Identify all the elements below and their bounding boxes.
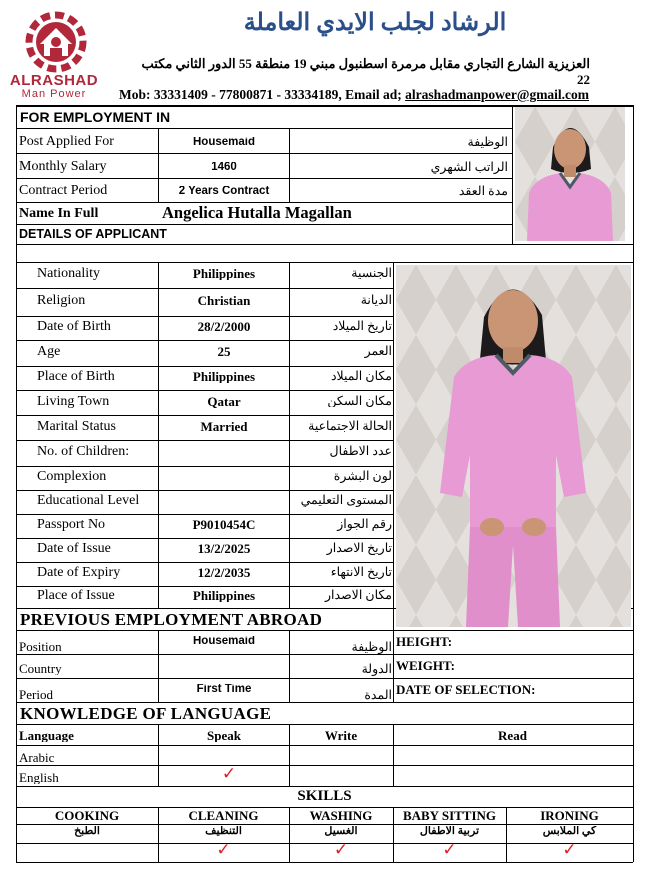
logo-subtitle: Man Power xyxy=(21,88,87,100)
applicant-field-arabic: الجنسية xyxy=(351,267,392,280)
applicant-field-arabic: المستوى التعليمي xyxy=(300,494,392,507)
previous-employment-heading: PREVIOUS EMPLOYMENT ABROAD xyxy=(20,611,323,628)
person-fullbody-icon xyxy=(396,265,631,627)
prev-period-label: Period xyxy=(19,688,53,701)
english-speak-check: ✓ xyxy=(221,766,237,783)
applicant-field-value: 12/2/2035 xyxy=(197,566,251,579)
skill-name-arabic: كي الملابس xyxy=(542,826,597,837)
applicant-photo-large xyxy=(396,265,631,627)
applicant-field-value: Christian xyxy=(197,294,251,307)
post-applied-value: Housemaid xyxy=(193,137,255,148)
grid-line xyxy=(16,514,393,515)
skill-check: ✓ xyxy=(442,842,457,859)
company-title-arabic: الرشاد لجلب الايدي العاملة xyxy=(243,10,507,36)
grid-line xyxy=(16,366,393,367)
applicant-field-label: Date of Expiry xyxy=(37,566,121,580)
applicant-field-arabic: تاريخ الانتهاء xyxy=(330,566,392,579)
language-col-header: Language xyxy=(19,729,74,742)
skill-name: IRONING xyxy=(540,809,599,822)
applicant-field-label: Date of Birth xyxy=(37,320,111,334)
grid-line xyxy=(16,786,633,787)
grid-line xyxy=(16,724,633,725)
applicant-field-label: Place of Birth xyxy=(37,370,115,384)
applicant-field-label: Nationality xyxy=(37,267,100,281)
applicant-field-value: P9010454C xyxy=(192,518,256,531)
skill-name-arabic: تربية الاطفال xyxy=(419,826,480,837)
grid-line xyxy=(16,807,633,808)
grid-line xyxy=(289,262,290,608)
employment-heading: FOR EMPLOYMENT IN xyxy=(20,110,171,124)
post-applied-arabic: الوظيفة xyxy=(467,136,508,149)
applicant-field-value: Philippines xyxy=(192,589,256,602)
skill-check: ✓ xyxy=(333,842,349,859)
skill-name-arabic: الطبخ xyxy=(74,826,100,837)
grid-line xyxy=(16,415,393,416)
monthly-salary-arabic: الراتب الشهري xyxy=(430,161,508,174)
grid-line xyxy=(16,440,393,441)
contact-line xyxy=(119,87,639,103)
grid-line xyxy=(16,765,633,766)
prev-position-label: Position xyxy=(19,640,62,653)
applicant-field-label: Complexion xyxy=(37,470,107,484)
language-arabic: Arabic xyxy=(19,751,55,764)
applicant-field-arabic: الحالة الاجتماعية xyxy=(308,419,392,432)
grid-line xyxy=(16,586,393,587)
grid-line xyxy=(16,178,512,179)
skills-heading: SKILLS xyxy=(297,789,352,804)
full-name-label: Name In Full xyxy=(19,207,99,221)
applicant-field-arabic: الديانة xyxy=(360,294,392,307)
logo-wordmark: ALRASHAD xyxy=(9,72,99,89)
grid-line xyxy=(16,654,633,655)
applicant-field-arabic: مكان الاصدار xyxy=(325,589,392,602)
grid-line xyxy=(16,702,633,703)
applicant-field-value: 13/2/2025 xyxy=(197,542,251,555)
grid-line xyxy=(393,262,394,702)
applicant-field-arabic: مكان السكن xyxy=(327,394,392,407)
language-heading: KNOWLEDGE OF LANGUAGE xyxy=(20,705,272,722)
gear-house-icon xyxy=(10,10,102,80)
contact-phones: Mob: 33331409 - 77800871 - 33334189, Email ad; xyxy=(119,87,406,102)
prev-period-value: First Time xyxy=(196,684,252,695)
grid-line xyxy=(16,316,393,317)
prev-position-value: Housemaid xyxy=(193,636,255,647)
date-of-selection-label: DATE OF SELECTION: xyxy=(396,683,536,696)
grid-line xyxy=(16,288,393,289)
applicant-field-arabic: تاريخ الميلاد xyxy=(332,320,392,333)
grid-line xyxy=(16,745,633,746)
applicant-field-label: Passport No xyxy=(37,518,106,532)
grid-line xyxy=(633,105,634,862)
grid-line xyxy=(16,202,512,203)
grid-line xyxy=(16,490,393,491)
skill-name: COOKING xyxy=(54,809,120,822)
applicant-field-label: Religion xyxy=(37,294,86,308)
skill-name: WASHING xyxy=(309,809,373,822)
grid-line xyxy=(16,153,512,154)
applicant-field-label: Age xyxy=(37,345,61,359)
applicant-field-label: Place of Issue xyxy=(37,589,115,603)
applicant-field-arabic: تاريخ الاصدار xyxy=(326,542,392,555)
weight-label: WEIGHT: xyxy=(396,659,455,672)
person-portrait-icon xyxy=(515,107,625,241)
contract-period-label: Contract Period xyxy=(19,184,108,198)
prev-position-arabic: الوظيفة xyxy=(351,641,392,654)
skill-name: BABY SITTING xyxy=(402,809,497,822)
prev-period-arabic: المدة xyxy=(364,689,392,702)
applicant-field-label: No. of Children: xyxy=(37,445,130,459)
skill-name-arabic: الغسيل xyxy=(324,826,358,837)
grid-line xyxy=(16,562,393,563)
write-col-header: Write xyxy=(324,729,358,742)
applicant-field-label: Living Town xyxy=(37,394,110,409)
applicant-field-value: Philippines xyxy=(192,370,256,383)
applicant-field-value: Qatar xyxy=(207,394,241,408)
applicant-field-arabic: لون البشرة xyxy=(333,470,392,483)
applicant-heading: DETAILS OF APPLICANT xyxy=(19,228,167,241)
contract-period-arabic: مدة العقد xyxy=(458,185,508,198)
applicant-field-arabic: عدد الاطفال xyxy=(329,445,392,458)
skill-check: ✓ xyxy=(216,842,231,859)
applicant-field-value: 25 xyxy=(217,345,231,358)
skill-name-arabic: التنظيف xyxy=(205,826,242,837)
read-col-header: Read xyxy=(498,729,527,742)
applicant-field-arabic: مكان الميلاد xyxy=(330,370,392,383)
grid-line xyxy=(16,262,633,263)
prev-country-label: Country xyxy=(19,662,62,675)
skill-name: CLEANING xyxy=(188,809,259,822)
applicant-field-label: Date of Issue xyxy=(37,542,111,556)
grid-line xyxy=(16,862,633,863)
monthly-salary-value: 1460 xyxy=(211,162,237,173)
grid-line xyxy=(16,630,633,631)
grid-line xyxy=(16,824,633,825)
grid-line xyxy=(512,105,513,244)
language-english: English xyxy=(19,771,59,784)
speak-col-header: Speak xyxy=(207,729,241,742)
grid-line xyxy=(16,224,512,225)
grid-line xyxy=(16,466,393,467)
applicant-field-label: Marital Status xyxy=(37,419,116,434)
applicant-field-value: Philippines xyxy=(192,267,256,280)
applicant-photo-small xyxy=(515,107,625,241)
applicant-field-arabic: رقم الجواز xyxy=(337,518,392,531)
contract-period-value: 2 Years Contract xyxy=(178,186,270,197)
applicant-field-value: 28/2/2000 xyxy=(197,320,251,333)
prev-country-arabic: الدولة xyxy=(361,663,392,676)
grid-line xyxy=(158,262,159,608)
grid-line xyxy=(16,128,512,129)
grid-line xyxy=(289,128,290,202)
grid-line xyxy=(16,390,393,391)
skill-check: ✓ xyxy=(562,842,577,859)
post-applied-label: Post Applied For xyxy=(19,135,114,149)
applicant-field-label: Educational Level xyxy=(37,494,140,508)
full-name-value: Angelica Hutalla Magallan xyxy=(162,205,352,222)
monthly-salary-label: Monthly Salary xyxy=(19,160,107,174)
applicant-field-arabic: العمر xyxy=(364,345,392,358)
height-label: HEIGHT: xyxy=(396,635,453,648)
applicant-field-value: Married xyxy=(200,419,248,433)
grid-line xyxy=(16,244,633,245)
grid-line xyxy=(16,678,633,679)
contact-email-link[interactable]: alrashadmanpower@gmail.com xyxy=(405,87,590,102)
grid-line xyxy=(16,105,17,862)
grid-line xyxy=(16,538,393,539)
company-address-arabic: العزيزية الشارع التجاري مقابل مرمرة اسطنبول مبني 19 منطقة 55 الدور الثاني مكتب 22 xyxy=(141,56,590,87)
grid-line xyxy=(16,340,393,341)
